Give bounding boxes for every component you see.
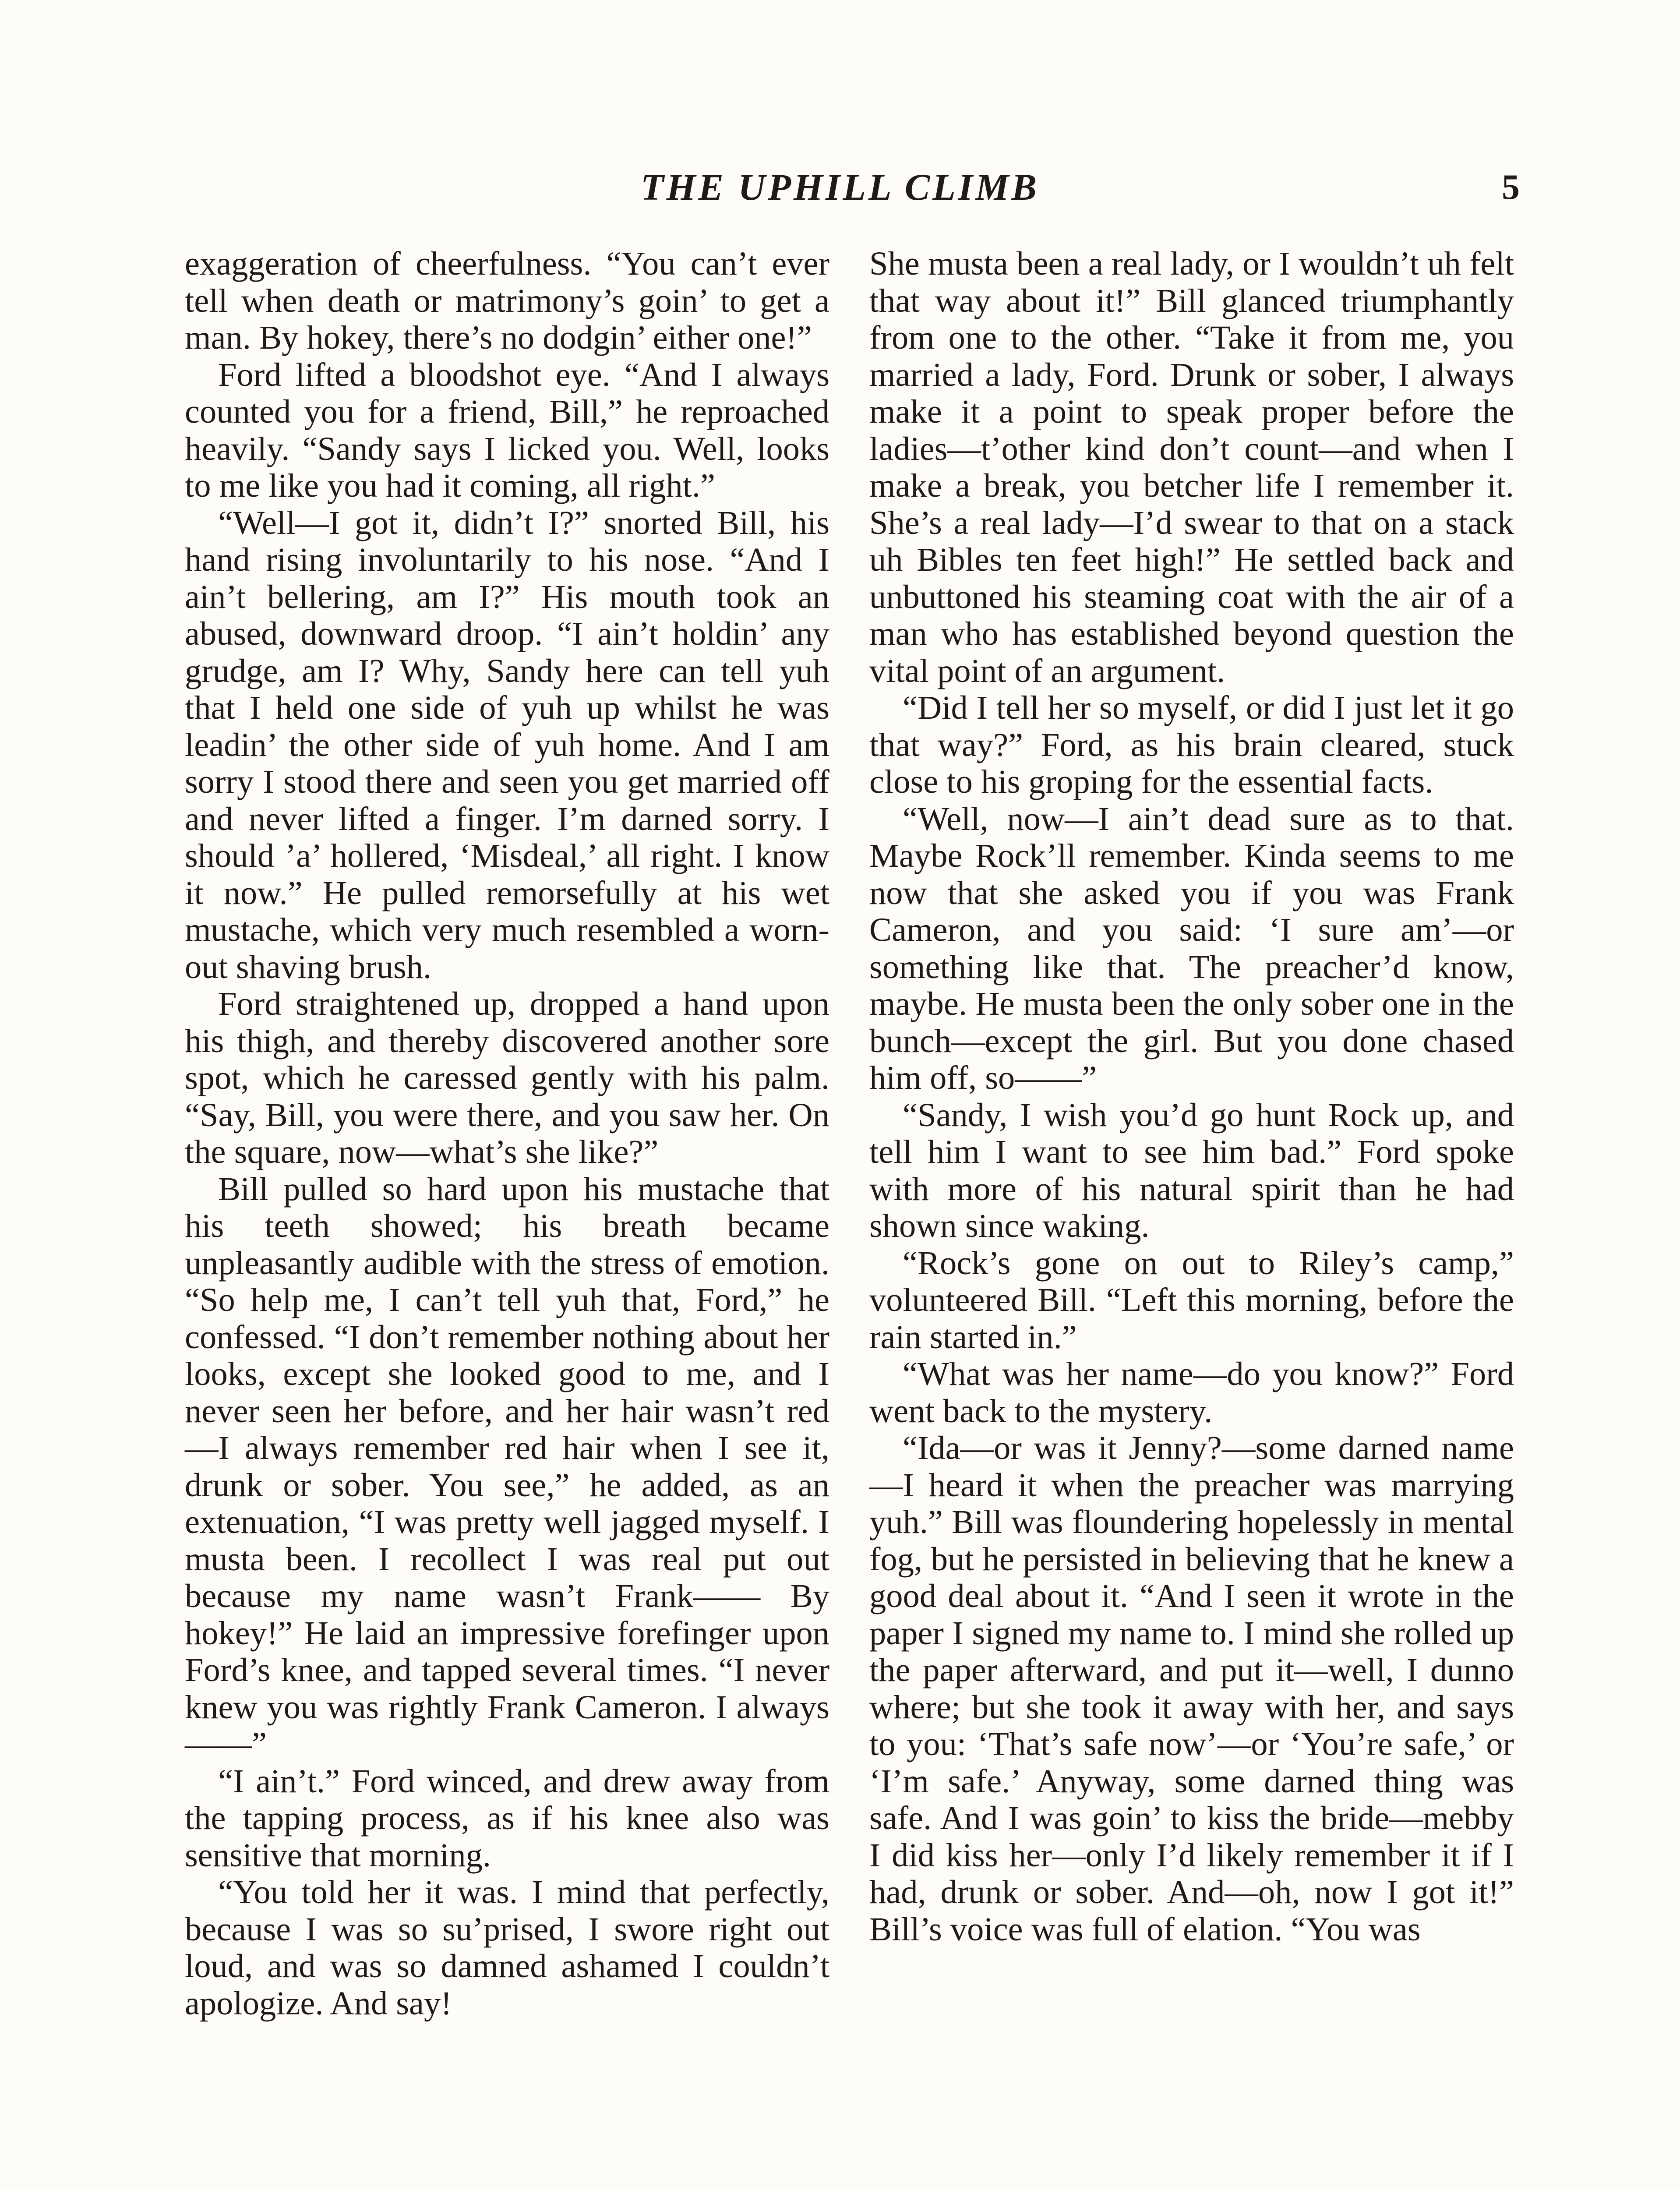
paragraph: Ford lifted a bloodshot eye. “And I always counted you for a friend, Bill,” he reproached heavily. “Sandy says I licked you. Well, looks to me like you had it coming, all right.” [185, 356, 829, 504]
paragraph: “Rock’s gone on out to Riley’s camp,” volunteered Bill. “Left this morning, before the rain started in.” [869, 1244, 1514, 1356]
paragraph: “Sandy, I wish you’d go hunt Rock up, and tell him I want to see him bad.” Ford spoke with more of his natural spirit than he had shown since waking. [869, 1096, 1514, 1244]
paragraph: “Well—I got it, didn’t I?” snorted Bill, his hand rising involuntarily to his nose. “And I ain’t bellering, am I?” His mouth took an abused, downward droop. “I ain’t holdin’ any grudge, am I? Why, Sandy here can tell yuh that I held one side of yuh up whilst he was leadin’ the other side of yuh home. And I am sorry I stood there and seen you get married off and never lifted a finger. I’m darned sorry. I should ’a’ hollered, ‘Misdeal,’ all right. I know it now.” He pulled remorsefully at his wet mustache, which very much resembled a worn-out shaving brush. [185, 504, 829, 986]
paragraph: exaggeration of cheerfulness. “You can’t ever tell when death or matrimony’s goin’ to get a man. By hokey, there’s no dodgin’ either one!” [185, 245, 829, 356]
paragraph: “Ida—or was it Jenny?—some darned name—I heard it when the preacher was marrying yuh.” Bill was floundering hopelessly in mental fog, but he persisted in believing that he knew a good deal about it. “And I seen it wrote in the paper I signed my name to. I mind she rolled up the paper afterward, and put it—well, I dunno where; but she took it away with her, and says to you: ‘That’s safe now’—or ‘You’re safe,’ or ‘I’m safe.’ Anyway, some darned thing was safe. And I was goin’ to kiss the bride—mebby I did kiss her—only I’d likely remember it if I had, drunk or sober. And—oh, now I got it!” Bill’s voice was full of elation. “You was [869, 1429, 1514, 1948]
paragraph: “I ain’t.” Ford winced, and drew away from the tapping process, as if his knee also was sensitive that morning. [185, 1762, 829, 1874]
running-title: THE UPHILL CLIMB [641, 166, 1039, 208]
running-head [0, 163, 1680, 211]
paragraph: Bill pulled so hard upon his mustache that his teeth showed; his breath became unpleasantly audible with the stress of emotion. “So help me, I can’t tell yuh that, Ford,” he confessed. “I don’t remember nothing about her looks, except she looked good to me, and I never seen her before, and her hair wasn’t red—I always remember red hair when I see it, drunk or sober. You see,” he added, as an extenuation, “I was pretty well jagged myself. I musta been. I recollect I was real put out because my name wasn’t Frank—— By hokey!” He laid an impressive forefinger upon Ford’s knee, and tapped several times. “I never knew you was rightly Frank Cameron. I always——” [185, 1170, 829, 1763]
paragraph: “You told her it was. I mind that perfectly, because I was so su’prised, I swore right out loud, and was so damned ashamed I couldn’t apologize. And say! [185, 1873, 829, 2022]
left-column [185, 245, 829, 2022]
paragraph: Ford straightened up, dropped a hand upon his thigh, and thereby discovered another sore spot, which he caressed gently with his palm. “Say, Bill, you were there, and you saw her. On the square, now—what’s she like?” [185, 985, 829, 1170]
paragraph: “Did I tell her so myself, or did I just let it go that way?” Ford, as his brain cleared, stuck close to his groping for the essential facts. [869, 689, 1514, 800]
paragraph: She musta been a real lady, or I wouldn’t uh felt that way about it!” Bill glanced triumphantly from one to the other. “Take it from me, you married a lady, Ford. Drunk or sober, I always make it a point to speak proper before the ladies—t’other kind don’t count—and when I make a break, you betcher life I remember it. She’s a real lady—I’d swear to that on a stack uh Bibles ten feet high!” He settled back and unbuttoned his steaming coat with the air of a man who has established beyond question the vital point of an argument. [869, 245, 1514, 689]
right-column [869, 245, 1514, 1948]
paragraph: “Well, now—I ain’t dead sure as to that. Maybe Rock’ll remember. Kinda seems to me now that she asked you if you was Frank Cameron, and you said: ‘I sure am’—or something like that. The preacher’d know, maybe. He musta been the only sober one in the bunch—except the girl. But you done chased him off, so——” [869, 800, 1514, 1096]
paragraph: “What was her name—do you know?” Ford went back to the mystery. [869, 1355, 1514, 1430]
page-number: 5 [1502, 167, 1520, 207]
